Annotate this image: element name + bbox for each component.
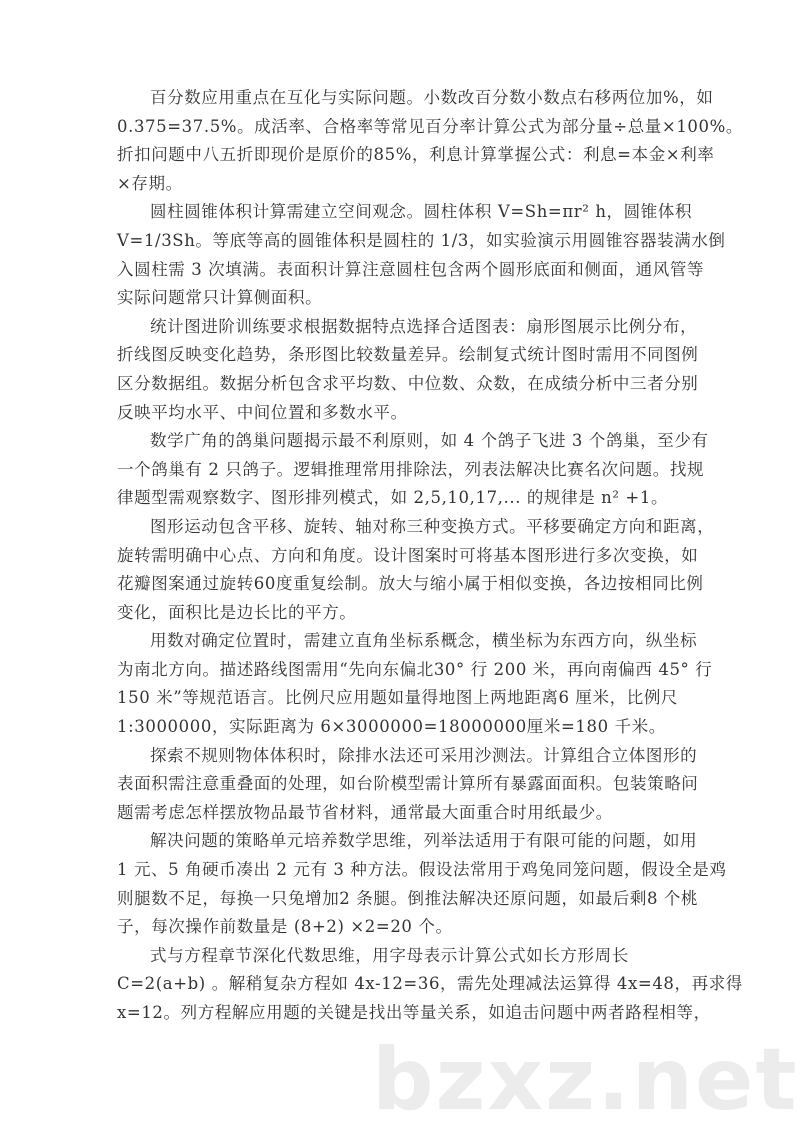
text-line: 用数对确定位置时，需建立直角坐标系概念，横坐标为东西方向，纵坐标 xyxy=(150,631,698,651)
text-line: 变化，面积比是边长比的平方。 xyxy=(117,602,357,622)
text-line: 解决问题的策略单元培养数学思维，列举法适用于有限可能的问题，如用 xyxy=(150,831,698,851)
text-line: x=12。列方程解应用题的关键是找出等量关系，如追击问题中两者路程相等， xyxy=(117,1003,711,1022)
paragraph xyxy=(117,427,709,513)
text-line: V=1/3Sh。等底等高的圆锥体积是圆柱的 1/3，如实验演示用圆锥容器装满水倒 xyxy=(117,230,726,250)
text-line: 花瓣图案通过旋转60度重复绘制。放大与缩小属于相似变换，各边按相同比例 xyxy=(117,574,704,594)
text-line: 统计图进阶训练要求根据数据特点选择合适图表：扇形图展示比例分布， xyxy=(150,316,698,336)
watermark: bzxz.net xyxy=(372,1030,799,1130)
text-line: 一个鸽巢有 2 只鸽子。逻辑推理常用排除法，列表法解决比赛名次问题。找规 xyxy=(117,459,705,479)
text-line: 实际问题常只计算侧面积。 xyxy=(117,288,323,308)
text-line: 入圆柱需 3 次填满。表面积计算注意圆柱包含两个圆形底面和侧面，通风管等 xyxy=(117,259,705,279)
text-line: 式与方程章节深化代数思维，用字母表示计算公式如长方形周长 xyxy=(150,945,629,965)
text-line: 反映平均水平、中间位置和多数水平。 xyxy=(117,402,408,422)
text-line: ×存期。 xyxy=(117,173,183,193)
text-line: 折线图反映变化趋势，条形图比较数量差异。绘制复式统计图时需用不同图例 xyxy=(117,345,699,365)
paragraph xyxy=(117,84,743,198)
text-line: 圆柱圆锥体积计算需建立空间观念。圆柱体积 V=Sh=πr² h，圆锥体积 xyxy=(150,202,693,222)
text-line: 百分数应用重点在互化与实际问题。小数改百分数小数点右移两位加%，如 xyxy=(150,88,714,107)
text-line: 律题型需观察数字、图形排列模式，如 2,5,10,17,... 的规律是 n² +1。 xyxy=(117,488,669,508)
text-line: 折扣问题中八五折即现价是原价的85%，利息计算掌握公式：利息=本金×利率 xyxy=(117,145,715,165)
text-line: 0.375=37.5%。成活率、合格率等常见百分率计算公式为部分量÷总量×100%。 xyxy=(117,116,743,136)
paragraph xyxy=(117,942,743,1028)
text-line: 表面积需注意重叠面的处理，如台阶模型需计算所有暴露面面积。包装策略问 xyxy=(117,774,699,794)
paragraph xyxy=(117,627,713,741)
text-line: 1 元、5 角硬币凑出 2 元有 3 种方法。假设法常用于鸡兔同笼问题，假设全是鸡 xyxy=(117,860,727,880)
paragraph xyxy=(117,198,726,312)
text-line: 旋转需明确中心点、方向和角度。设计图案时可将基本图形进行多次变换，如 xyxy=(117,545,699,565)
paragraph xyxy=(117,827,727,941)
text-line: 为南北方向。描述路线图需用“先向东偏北30° 行 200 米，再向南偏西 45° 行 xyxy=(117,659,713,679)
paragraph xyxy=(117,742,697,828)
paragraph xyxy=(117,313,697,427)
text-line: 题需考虑怎样摆放物品最节省材料，通常最大面重合时用纸最少。 xyxy=(117,802,613,822)
text-line: 子，每次操作前数量是 (8+2) ×2=20 个。 xyxy=(117,917,453,937)
document-body xyxy=(117,84,743,1028)
text-line: 区分数据组。数据分析包含求平均数、中位数、众数，在成绩分析中三者分别 xyxy=(117,373,699,393)
text-line: 探索不规则物体体积时，除排水法还可采用沙测法。计算组合立体图形的 xyxy=(150,745,698,765)
text-line: 数学广角的鸽巢问题揭示最不利原则，如 4 个鸽子飞进 3 个鸽巢，至少有 xyxy=(150,431,709,451)
text-line: 150 米”等规范语言。比例尺应用题如量得地图上两地距离6 厘米，比例尺 xyxy=(117,688,679,708)
text-line: 图形运动包含平移、旋转、轴对称三种变换方式。平移要确定方向和距离， xyxy=(150,516,715,536)
text-line: 则腿数不足，每换一只兔增加2 条腿。倒推法解决还原问题，如最后剩8 个桃 xyxy=(117,888,699,908)
paragraph xyxy=(117,513,715,627)
text-line: C=2(a+b) 。解稍复杂方程如 4x-12=36，需先处理减法运算得 4x=48，再求得 xyxy=(117,974,743,994)
text-line: 1:3000000，实际距离为 6×3000000=18000000厘米=180 千米。 xyxy=(117,717,666,737)
